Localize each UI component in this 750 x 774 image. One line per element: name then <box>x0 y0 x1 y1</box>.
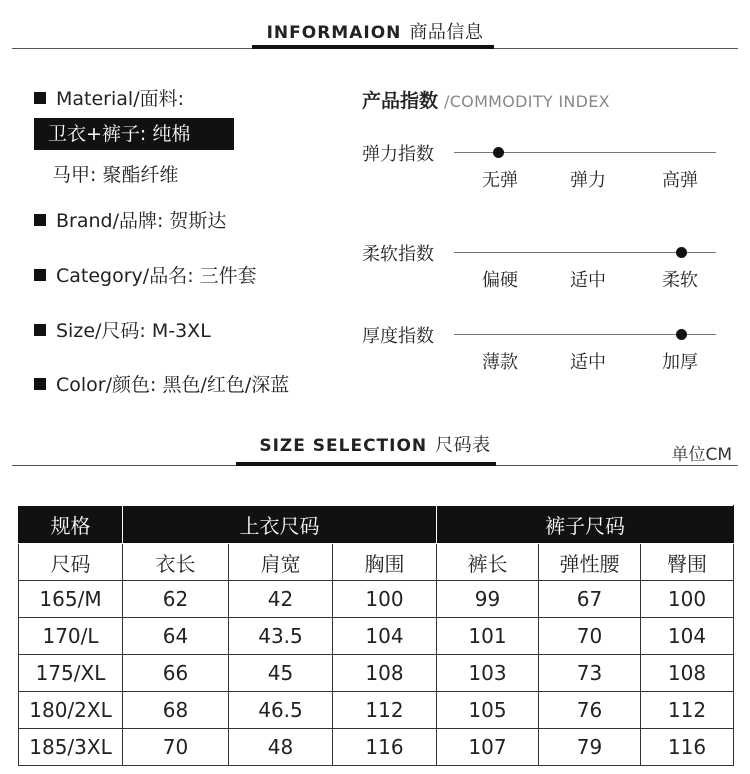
index-subtitle: /COMMODITY INDEX <box>444 92 610 111</box>
measurement-cell: 70 <box>539 618 641 655</box>
measurement-cell: 100 <box>641 581 734 618</box>
column-header: 臀围 <box>641 544 734 581</box>
scale-indicator-dot <box>676 329 687 340</box>
measurement-cell: 70 <box>123 729 229 766</box>
size-cell: 170/L <box>19 618 123 655</box>
scale-label: 弹力指数 <box>362 144 434 165</box>
scale-option: 偏硬 <box>482 270 518 291</box>
measurement-cell: 112 <box>333 692 437 729</box>
table-column-header-row <box>19 544 734 581</box>
info-section-title <box>0 18 750 44</box>
measurement-cell: 62 <box>123 581 229 618</box>
info-section-header <box>0 10 750 50</box>
table-row <box>19 729 734 766</box>
measurement-cell: 99 <box>437 581 539 618</box>
measurement-cell: 73 <box>539 655 641 692</box>
size-section-title <box>0 431 750 457</box>
size-title-cn: 尺码表 <box>435 435 491 456</box>
measurement-cell: 66 <box>123 655 229 692</box>
measurement-cell: 46.5 <box>229 692 333 729</box>
measurement-cell: 45 <box>229 655 333 692</box>
size-title-en: SIZE SELECTION <box>259 436 428 456</box>
color-row <box>34 370 289 397</box>
header-accent-bar <box>236 462 496 466</box>
size-section-header <box>0 427 750 467</box>
measurement-cell: 112 <box>641 692 734 729</box>
bullet-square-icon <box>34 378 46 390</box>
measurement-cell: 104 <box>333 618 437 655</box>
scale-indicator-dot <box>676 247 687 258</box>
measurement-cell: 107 <box>437 729 539 766</box>
measurement-cell: 76 <box>539 692 641 729</box>
brand-row <box>34 206 226 233</box>
measurement-cell: 68 <box>123 692 229 729</box>
info-title-en: INFORMAION <box>266 23 402 43</box>
material-label: Material/面料: <box>56 88 184 110</box>
table-row <box>19 692 734 729</box>
bullet-square-icon <box>34 269 46 281</box>
size-cell: 180/2XL <box>19 692 123 729</box>
column-header: 弹性腰 <box>539 544 641 581</box>
measurement-cell: 79 <box>539 729 641 766</box>
scale-option: 薄款 <box>482 352 518 373</box>
measurement-cell: 101 <box>437 618 539 655</box>
scale-option: 加厚 <box>662 352 698 373</box>
column-header: 衣长 <box>123 544 229 581</box>
size-cell: 185/3XL <box>19 729 123 766</box>
scale-option: 高弹 <box>662 170 698 191</box>
scale-option: 弹力 <box>570 170 606 191</box>
size-row <box>34 316 211 343</box>
material-highlight: 卫衣+裤子: 纯棉 <box>34 118 234 150</box>
bullet-square-icon <box>34 214 46 226</box>
scale-thickness <box>362 322 722 382</box>
column-header: 裤长 <box>437 544 539 581</box>
group-header-spec: 规格 <box>19 506 123 544</box>
info-title-cn: 商品信息 <box>409 22 484 43</box>
material-row <box>34 84 184 111</box>
scale-option: 适中 <box>570 352 606 373</box>
scale-label: 厚度指数 <box>362 326 434 347</box>
bullet-square-icon <box>34 324 46 336</box>
size-table <box>18 505 734 766</box>
scale-elasticity <box>362 140 722 200</box>
size-cell: 175/XL <box>19 655 123 692</box>
measurement-cell: 103 <box>437 655 539 692</box>
column-header: 尺码 <box>19 544 123 581</box>
measurement-cell: 104 <box>641 618 734 655</box>
scale-label: 柔软指数 <box>362 244 434 265</box>
index-title: 产品指数 <box>362 90 439 112</box>
measurement-cell: 42 <box>229 581 333 618</box>
column-header: 肩宽 <box>229 544 333 581</box>
measurement-cell: 116 <box>333 729 437 766</box>
size-text: Size/尺码: M-3XL <box>56 320 211 342</box>
table-group-header-row <box>19 506 734 544</box>
index-heading <box>362 86 610 113</box>
header-accent-bar <box>252 45 494 49</box>
category-row <box>34 261 257 288</box>
measurement-cell: 116 <box>641 729 734 766</box>
scale-option: 柔软 <box>662 270 698 291</box>
measurement-cell: 108 <box>333 655 437 692</box>
color-text: Color/颜色: 黑色/红色/深蓝 <box>56 374 290 396</box>
category-text: Category/品名: 三件套 <box>56 265 257 287</box>
scale-softness <box>362 240 722 300</box>
measurement-cell: 105 <box>437 692 539 729</box>
measurement-cell: 43.5 <box>229 618 333 655</box>
measurement-cell: 64 <box>123 618 229 655</box>
size-cell: 165/M <box>19 581 123 618</box>
brand-text: Brand/品牌: 贺斯达 <box>56 210 227 232</box>
unit-label: 单位CM <box>671 445 732 465</box>
bullet-square-icon <box>34 92 46 104</box>
table-row <box>19 618 734 655</box>
measurement-cell: 100 <box>333 581 437 618</box>
group-header-pants: 裤子尺码 <box>437 506 734 544</box>
material-extra: 马甲: 聚酯纤维 <box>52 164 179 186</box>
scale-option: 无弹 <box>482 170 518 191</box>
measurement-cell: 108 <box>641 655 734 692</box>
measurement-cell: 48 <box>229 729 333 766</box>
column-header: 胸围 <box>333 544 437 581</box>
table-row <box>19 581 734 618</box>
table-row <box>19 655 734 692</box>
scale-indicator-dot <box>493 147 504 158</box>
group-header-top: 上衣尺码 <box>123 506 437 544</box>
scale-option: 适中 <box>570 270 606 291</box>
measurement-cell: 67 <box>539 581 641 618</box>
